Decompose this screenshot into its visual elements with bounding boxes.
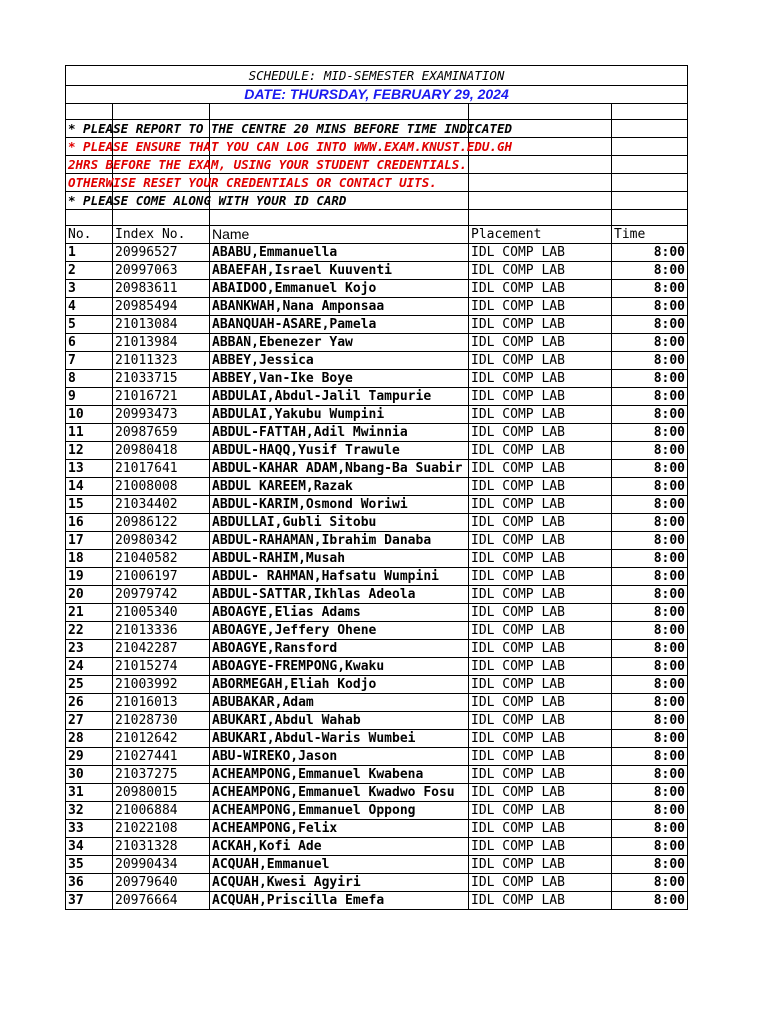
exam-time: 8:00: [612, 532, 688, 550]
table-row: [66, 478, 688, 496]
schedule-table: [65, 65, 688, 910]
placement: IDL COMP LAB: [469, 406, 612, 424]
exam-time: 8:00: [612, 676, 688, 694]
student-name: ABANQUAH-ASARE,Pamela: [210, 316, 469, 334]
student-name: ABDUL- RAHMAN,Hafsatu Wumpini: [210, 568, 469, 586]
exam-time: 8:00: [612, 370, 688, 388]
student-name: ACKAH,Kofi Ade: [210, 838, 469, 856]
student-name: ABANKWAH,Nana Amponsaa: [210, 298, 469, 316]
column-header-name: Name: [210, 226, 469, 244]
placement: IDL COMP LAB: [469, 874, 612, 892]
exam-time: 8:00: [612, 586, 688, 604]
index-number: 21031328: [113, 838, 210, 856]
table-row: [66, 586, 688, 604]
row-number: 26: [66, 694, 113, 712]
student-name: ABORMEGAH,Eliah Kodjo: [210, 676, 469, 694]
placement: IDL COMP LAB: [469, 460, 612, 478]
row-number: 21: [66, 604, 113, 622]
table-row: [66, 856, 688, 874]
placement: IDL COMP LAB: [469, 676, 612, 694]
exam-time: 8:00: [612, 514, 688, 532]
student-name: ABDUL-RAHAMAN,Ibrahim Danaba: [210, 532, 469, 550]
student-name: ABOAGYE-FREMPONG,Kwaku: [210, 658, 469, 676]
table-row: [66, 280, 688, 298]
placement: IDL COMP LAB: [469, 730, 612, 748]
row-number: 10: [66, 406, 113, 424]
index-number: 20980342: [113, 532, 210, 550]
placement: IDL COMP LAB: [469, 262, 612, 280]
student-name: ABDUL-SATTAR,Ikhlas Adeola: [210, 586, 469, 604]
placement: IDL COMP LAB: [469, 352, 612, 370]
student-name: ABBEY,Jessica: [210, 352, 469, 370]
placement: IDL COMP LAB: [469, 604, 612, 622]
note-row: [66, 138, 688, 156]
row-number: 32: [66, 802, 113, 820]
placement: IDL COMP LAB: [469, 802, 612, 820]
row-number: 12: [66, 442, 113, 460]
placement: IDL COMP LAB: [469, 442, 612, 460]
index-number: 21013984: [113, 334, 210, 352]
exam-time: 8:00: [612, 460, 688, 478]
index-number: 21028730: [113, 712, 210, 730]
student-name: ABDUL-KARIM,Osmond Woriwi: [210, 496, 469, 514]
table-row: [66, 352, 688, 370]
placement: IDL COMP LAB: [469, 316, 612, 334]
index-number: 20993473: [113, 406, 210, 424]
index-number: 21005340: [113, 604, 210, 622]
exam-time: 8:00: [612, 352, 688, 370]
exam-time: 8:00: [612, 838, 688, 856]
index-number: 20979742: [113, 586, 210, 604]
placement: IDL COMP LAB: [469, 658, 612, 676]
index-number: 21013336: [113, 622, 210, 640]
placement: IDL COMP LAB: [469, 712, 612, 730]
row-number: 5: [66, 316, 113, 334]
student-name: ABOAGYE,Ransford: [210, 640, 469, 658]
exam-time: 8:00: [612, 766, 688, 784]
placement: IDL COMP LAB: [469, 478, 612, 496]
table-row: [66, 892, 688, 910]
student-name: ABDUL-HAQQ,Yusif Trawule: [210, 442, 469, 460]
table-row: [66, 514, 688, 532]
row-number: 9: [66, 388, 113, 406]
student-name: ACQUAH,Priscilla Emefa: [210, 892, 469, 910]
index-number: 21013084: [113, 316, 210, 334]
student-name: ABU-WIREKO,Jason: [210, 748, 469, 766]
placement: IDL COMP LAB: [469, 694, 612, 712]
exam-time: 8:00: [612, 604, 688, 622]
index-number: 20987659: [113, 424, 210, 442]
student-name: ABDUL KAREEM,Razak: [210, 478, 469, 496]
note-row: [66, 192, 688, 210]
index-number: 20997063: [113, 262, 210, 280]
table-row: [66, 748, 688, 766]
exam-time: 8:00: [612, 244, 688, 262]
exam-time: 8:00: [612, 874, 688, 892]
note-row: [66, 120, 688, 138]
placement: IDL COMP LAB: [469, 388, 612, 406]
row-number: 34: [66, 838, 113, 856]
table-row: [66, 676, 688, 694]
note-line: * PLEASE REPORT TO THE CENTRE 20 MINS BEFORE TIME INDICATED: [68, 121, 513, 136]
table-row: [66, 460, 688, 478]
exam-date: DATE: THURSDAY, FEBRUARY 29, 2024: [66, 86, 688, 104]
placement: IDL COMP LAB: [469, 784, 612, 802]
row-number: 18: [66, 550, 113, 568]
row-number: 2: [66, 262, 113, 280]
exam-time: 8:00: [612, 784, 688, 802]
row-number: 24: [66, 658, 113, 676]
index-number: 21003992: [113, 676, 210, 694]
row-number: 11: [66, 424, 113, 442]
row-number: 15: [66, 496, 113, 514]
table-row: [66, 802, 688, 820]
table-row: [66, 658, 688, 676]
note-line: 2HRS BEFORE THE EXAM, USING YOUR STUDENT CREDENTIALS.: [68, 157, 467, 172]
index-number: 21042287: [113, 640, 210, 658]
table-row: [66, 838, 688, 856]
exam-time: 8:00: [612, 568, 688, 586]
exam-time: 8:00: [612, 406, 688, 424]
row-number: 35: [66, 856, 113, 874]
table-row: [66, 334, 688, 352]
placement: IDL COMP LAB: [469, 892, 612, 910]
table-row: [66, 496, 688, 514]
table-row: [66, 370, 688, 388]
row-number: 28: [66, 730, 113, 748]
student-name: ACHEAMPONG,Emmanuel Kwadwo Fosu: [210, 784, 469, 802]
table-row: [66, 298, 688, 316]
table-row: [66, 262, 688, 280]
exam-time: 8:00: [612, 640, 688, 658]
index-number: 21027441: [113, 748, 210, 766]
placement: IDL COMP LAB: [469, 820, 612, 838]
blank-row: [66, 210, 688, 226]
exam-time: 8:00: [612, 262, 688, 280]
row-number: 25: [66, 676, 113, 694]
index-number: 21040582: [113, 550, 210, 568]
student-name: ABUKARI,Abdul Wahab: [210, 712, 469, 730]
placement: IDL COMP LAB: [469, 424, 612, 442]
index-number: 21008008: [113, 478, 210, 496]
row-number: 20: [66, 586, 113, 604]
index-number: 21037275: [113, 766, 210, 784]
exam-time: 8:00: [612, 478, 688, 496]
student-name: ACQUAH,Emmanuel: [210, 856, 469, 874]
row-number: 37: [66, 892, 113, 910]
column-header-placement: Placement: [469, 226, 612, 244]
index-number: 20986122: [113, 514, 210, 532]
student-name: ABAIDOO,Emmanuel Kojo: [210, 280, 469, 298]
placement: IDL COMP LAB: [469, 622, 612, 640]
student-name: ACHEAMPONG,Felix: [210, 820, 469, 838]
placement: IDL COMP LAB: [469, 856, 612, 874]
exam-time: 8:00: [612, 748, 688, 766]
student-name: ABDUL-KAHAR ADAM,Nbang-Ba Suabir: [210, 460, 469, 478]
index-number: 21015274: [113, 658, 210, 676]
placement: IDL COMP LAB: [469, 370, 612, 388]
note-line: OTHERWISE RESET YOUR CREDENTIALS OR CONTACT UITS.: [68, 175, 437, 190]
student-name: ABDUL-FATTAH,Adil Mwinnia: [210, 424, 469, 442]
index-number: 21022108: [113, 820, 210, 838]
index-number: 21006197: [113, 568, 210, 586]
student-name: ABBAN,Ebenezer Yaw: [210, 334, 469, 352]
row-number: 13: [66, 460, 113, 478]
note-row: [66, 156, 688, 174]
row-number: 8: [66, 370, 113, 388]
row-number: 1: [66, 244, 113, 262]
table-row: [66, 694, 688, 712]
exam-time: 8:00: [612, 334, 688, 352]
placement: IDL COMP LAB: [469, 748, 612, 766]
student-name: ABOAGYE,Elias Adams: [210, 604, 469, 622]
row-number: 6: [66, 334, 113, 352]
student-name: ABOAGYE,Jeffery Ohene: [210, 622, 469, 640]
index-number: 21034402: [113, 496, 210, 514]
schedule-title: SCHEDULE: MID-SEMESTER EXAMINATION: [66, 66, 688, 86]
student-name: ACQUAH,Kwesi Agyiri: [210, 874, 469, 892]
row-number: 31: [66, 784, 113, 802]
index-number: 21016013: [113, 694, 210, 712]
note-row: [66, 174, 688, 192]
note-line: * PLEASE COME ALONG WITH YOUR ID CARD: [68, 193, 347, 208]
student-name: ABDULLAI,Gubli Sitobu: [210, 514, 469, 532]
placement: IDL COMP LAB: [469, 550, 612, 568]
blank-row: [66, 104, 688, 120]
index-number: 21016721: [113, 388, 210, 406]
table-row: [66, 622, 688, 640]
column-header-index: Index No.: [113, 226, 210, 244]
column-header-no: No.: [66, 226, 113, 244]
row-number: 29: [66, 748, 113, 766]
table-row: [66, 316, 688, 334]
student-name: ABDULAI,Abdul-Jalil Tampurie: [210, 388, 469, 406]
exam-time: 8:00: [612, 856, 688, 874]
exam-time: 8:00: [612, 298, 688, 316]
row-number: 36: [66, 874, 113, 892]
student-name: ACHEAMPONG,Emmanuel Oppong: [210, 802, 469, 820]
table-row: [66, 766, 688, 784]
table-row: [66, 442, 688, 460]
index-number: 21006884: [113, 802, 210, 820]
placement: IDL COMP LAB: [469, 640, 612, 658]
row-number: 23: [66, 640, 113, 658]
table-row: [66, 730, 688, 748]
exam-time: 8:00: [612, 892, 688, 910]
index-number: 20985494: [113, 298, 210, 316]
table-row: [66, 820, 688, 838]
index-number: 20990434: [113, 856, 210, 874]
table-row: [66, 712, 688, 730]
student-name: ABABU,Emmanuella: [210, 244, 469, 262]
row-number: 17: [66, 532, 113, 550]
row-number: 14: [66, 478, 113, 496]
row-number: 27: [66, 712, 113, 730]
index-number: 20980418: [113, 442, 210, 460]
exam-time: 8:00: [612, 694, 688, 712]
table-row: [66, 406, 688, 424]
placement: IDL COMP LAB: [469, 280, 612, 298]
table-row: [66, 244, 688, 262]
exam-time: 8:00: [612, 658, 688, 676]
index-number: 20976664: [113, 892, 210, 910]
exam-time: 8:00: [612, 388, 688, 406]
student-name: ABDULAI,Yakubu Wumpini: [210, 406, 469, 424]
student-name: ABUBAKAR,Adam: [210, 694, 469, 712]
row-number: 22: [66, 622, 113, 640]
table-row: [66, 784, 688, 802]
exam-time: 8:00: [612, 712, 688, 730]
header-row: [66, 226, 688, 244]
exam-time: 8:00: [612, 316, 688, 334]
placement: IDL COMP LAB: [469, 496, 612, 514]
table-row: [66, 568, 688, 586]
row-number: 4: [66, 298, 113, 316]
student-name: ABUKARI,Abdul-Waris Wumbei: [210, 730, 469, 748]
exam-time: 8:00: [612, 280, 688, 298]
placement: IDL COMP LAB: [469, 838, 612, 856]
index-number: 21011323: [113, 352, 210, 370]
index-number: 21012642: [113, 730, 210, 748]
index-number: 20983611: [113, 280, 210, 298]
exam-time: 8:00: [612, 424, 688, 442]
row-number: 3: [66, 280, 113, 298]
exam-time: 8:00: [612, 802, 688, 820]
placement: IDL COMP LAB: [469, 586, 612, 604]
table-row: [66, 532, 688, 550]
row-number: 19: [66, 568, 113, 586]
table-row: [66, 604, 688, 622]
placement: IDL COMP LAB: [469, 334, 612, 352]
row-number: 16: [66, 514, 113, 532]
exam-time: 8:00: [612, 442, 688, 460]
student-name: ABBEY,Van-Ike Boye: [210, 370, 469, 388]
placement: IDL COMP LAB: [469, 514, 612, 532]
student-name: ABDUL-RAHIM,Musah: [210, 550, 469, 568]
table-row: [66, 388, 688, 406]
index-number: 21017641: [113, 460, 210, 478]
student-name: ACHEAMPONG,Emmanuel Kwabena: [210, 766, 469, 784]
index-number: 21033715: [113, 370, 210, 388]
index-number: 20996527: [113, 244, 210, 262]
exam-time: 8:00: [612, 622, 688, 640]
row-number: 30: [66, 766, 113, 784]
row-number: 33: [66, 820, 113, 838]
placement: IDL COMP LAB: [469, 244, 612, 262]
placement: IDL COMP LAB: [469, 766, 612, 784]
placement: IDL COMP LAB: [469, 568, 612, 586]
student-name: ABAEFAH,Israel Kuuventi: [210, 262, 469, 280]
table-row: [66, 424, 688, 442]
column-header-time: Time: [612, 226, 688, 244]
exam-time: 8:00: [612, 496, 688, 514]
table-row: [66, 874, 688, 892]
placement: IDL COMP LAB: [469, 532, 612, 550]
table-row: [66, 640, 688, 658]
placement: IDL COMP LAB: [469, 298, 612, 316]
exam-time: 8:00: [612, 730, 688, 748]
exam-time: 8:00: [612, 820, 688, 838]
note-line: * PLEASE ENSURE THAT YOU CAN LOG INTO WWW.EXAM.KNUST.EDU.GH: [68, 139, 513, 154]
exam-time: 8:00: [612, 550, 688, 568]
index-number: 20980015: [113, 784, 210, 802]
table-row: [66, 550, 688, 568]
row-number: 7: [66, 352, 113, 370]
index-number: 20979640: [113, 874, 210, 892]
